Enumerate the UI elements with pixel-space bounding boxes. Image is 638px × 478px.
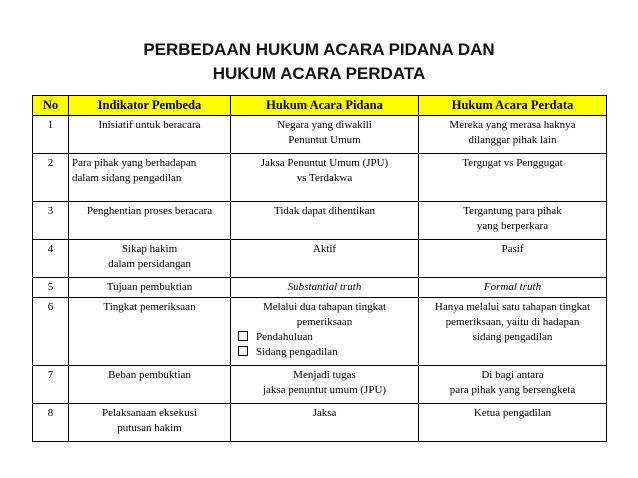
cell-perdata (419, 298, 607, 366)
cell-no: 5 (33, 278, 69, 298)
cell-text: Formal truth (483, 281, 542, 293)
cell-text: Tergugat vs Penggugat (462, 157, 563, 169)
cell-text: vs Terdakwa (296, 172, 353, 184)
cell-text: Tergantung para pihak (463, 205, 562, 217)
cell-indikator (69, 240, 231, 278)
cell-text: Tidak dapat dihentikan (273, 205, 376, 217)
cell-text: Inisiatif untuk beracara (98, 119, 201, 131)
cell-pidana (231, 404, 419, 442)
cell-text: jaksa penuntut umum (JPU) (262, 384, 387, 396)
cell-pidana (231, 298, 419, 366)
cell-perdata (419, 278, 607, 298)
cell-text: dalam persidangan (108, 258, 191, 270)
cell-no: 7 (33, 366, 69, 404)
cell-perdata (419, 154, 607, 202)
table-header-row (33, 96, 607, 116)
checklist-label: Sidang pengadilan (256, 346, 338, 358)
table-row (33, 154, 607, 202)
cell-text: Penghentian proses beracara (86, 205, 213, 217)
cell-text: pemeriksaan (296, 316, 353, 328)
cell-pidana (231, 202, 419, 240)
checklist-label: Pendahuluan (256, 331, 313, 343)
table-row (33, 116, 607, 154)
cell-text: yang berperkara (476, 220, 549, 232)
cell-perdata (419, 202, 607, 240)
cell-text: Pelaksanaan eksekusi (102, 407, 197, 419)
table-row (33, 202, 607, 240)
cell-text: dalam sidang pengadilan (72, 172, 182, 184)
checkbox-icon (238, 346, 248, 356)
cell-pidana (231, 240, 419, 278)
table-row (33, 278, 607, 298)
cell-text: Ketua pengadilan (473, 407, 552, 419)
cell-indikator (69, 366, 231, 404)
cell-no: 2 (33, 154, 69, 202)
cell-pidana (231, 278, 419, 298)
header-perdata: Hukum Acara Perdata (419, 96, 607, 116)
cell-no: 4 (33, 240, 69, 278)
cell-text: Jaksa Penuntut Umum (JPU) (260, 157, 389, 169)
cell-perdata (419, 240, 607, 278)
cell-pidana (231, 154, 419, 202)
cell-text: Penuntut Umum (288, 134, 361, 146)
cell-text: Melalui dua tahapan tingkat (262, 301, 387, 313)
table-row (33, 404, 607, 442)
cell-indikator (69, 278, 231, 298)
header-pidana: Hukum Acara Pidana (231, 96, 419, 116)
cell-no: 3 (33, 202, 69, 240)
header-indikator: Indikator Pembeda (69, 96, 231, 116)
comparison-table (32, 95, 607, 442)
cell-text: Di bagi antara (481, 369, 544, 381)
cell-text: para pihak yang bersengketa (449, 384, 576, 396)
title-line-2: HUKUM ACARA PERDATA (212, 64, 426, 83)
cell-text: Tingkat pemeriksaan (103, 301, 196, 313)
cell-no: 8 (33, 404, 69, 442)
cell-perdata (419, 366, 607, 404)
cell-indikator (69, 116, 231, 154)
checkbox-icon (238, 331, 248, 341)
title-line-1: PERBEDAAN HUKUM ACARA PIDANA DAN (143, 40, 495, 59)
checklist-item (234, 330, 415, 345)
cell-text: Beban pembuktian (108, 369, 191, 381)
table-row (33, 366, 607, 404)
cell-text: Negara yang diwakili (277, 119, 372, 131)
page-title (0, 38, 638, 86)
cell-text: dilanggar pihak lain (468, 134, 557, 146)
cell-pidana (231, 116, 419, 154)
cell-text: Mereka yang merasa haknya (449, 119, 576, 131)
cell-perdata (419, 404, 607, 442)
checklist-item (234, 345, 415, 360)
header-no: No (33, 96, 69, 116)
cell-text: Para pihak yang berhadapan (72, 157, 197, 169)
cell-indikator (69, 154, 231, 202)
cell-text: Sikap hakim (121, 243, 178, 255)
cell-text: Substantial truth (287, 281, 362, 293)
cell-text: Hanya melalui satu tahapan tingkat (434, 301, 591, 313)
cell-text: Tujuan pembuktian (106, 281, 193, 293)
cell-text: Menjadi tugas (293, 369, 356, 381)
cell-pidana (231, 366, 419, 404)
table-row (33, 240, 607, 278)
table-row (33, 298, 607, 366)
cell-text: Jaksa (312, 407, 337, 419)
cell-indikator (69, 404, 231, 442)
cell-no: 1 (33, 116, 69, 154)
cell-text: Pasif (501, 243, 524, 255)
cell-text: pemeriksaan, yaitu di hadapan (445, 316, 580, 328)
cell-indikator (69, 202, 231, 240)
cell-text: Aktif (312, 243, 337, 255)
checklist (234, 330, 415, 360)
cell-text: sidang pengadilan (472, 331, 553, 343)
cell-text: putusan hakim (117, 422, 182, 434)
cell-indikator (69, 298, 231, 366)
cell-no: 6 (33, 298, 69, 366)
cell-perdata (419, 116, 607, 154)
